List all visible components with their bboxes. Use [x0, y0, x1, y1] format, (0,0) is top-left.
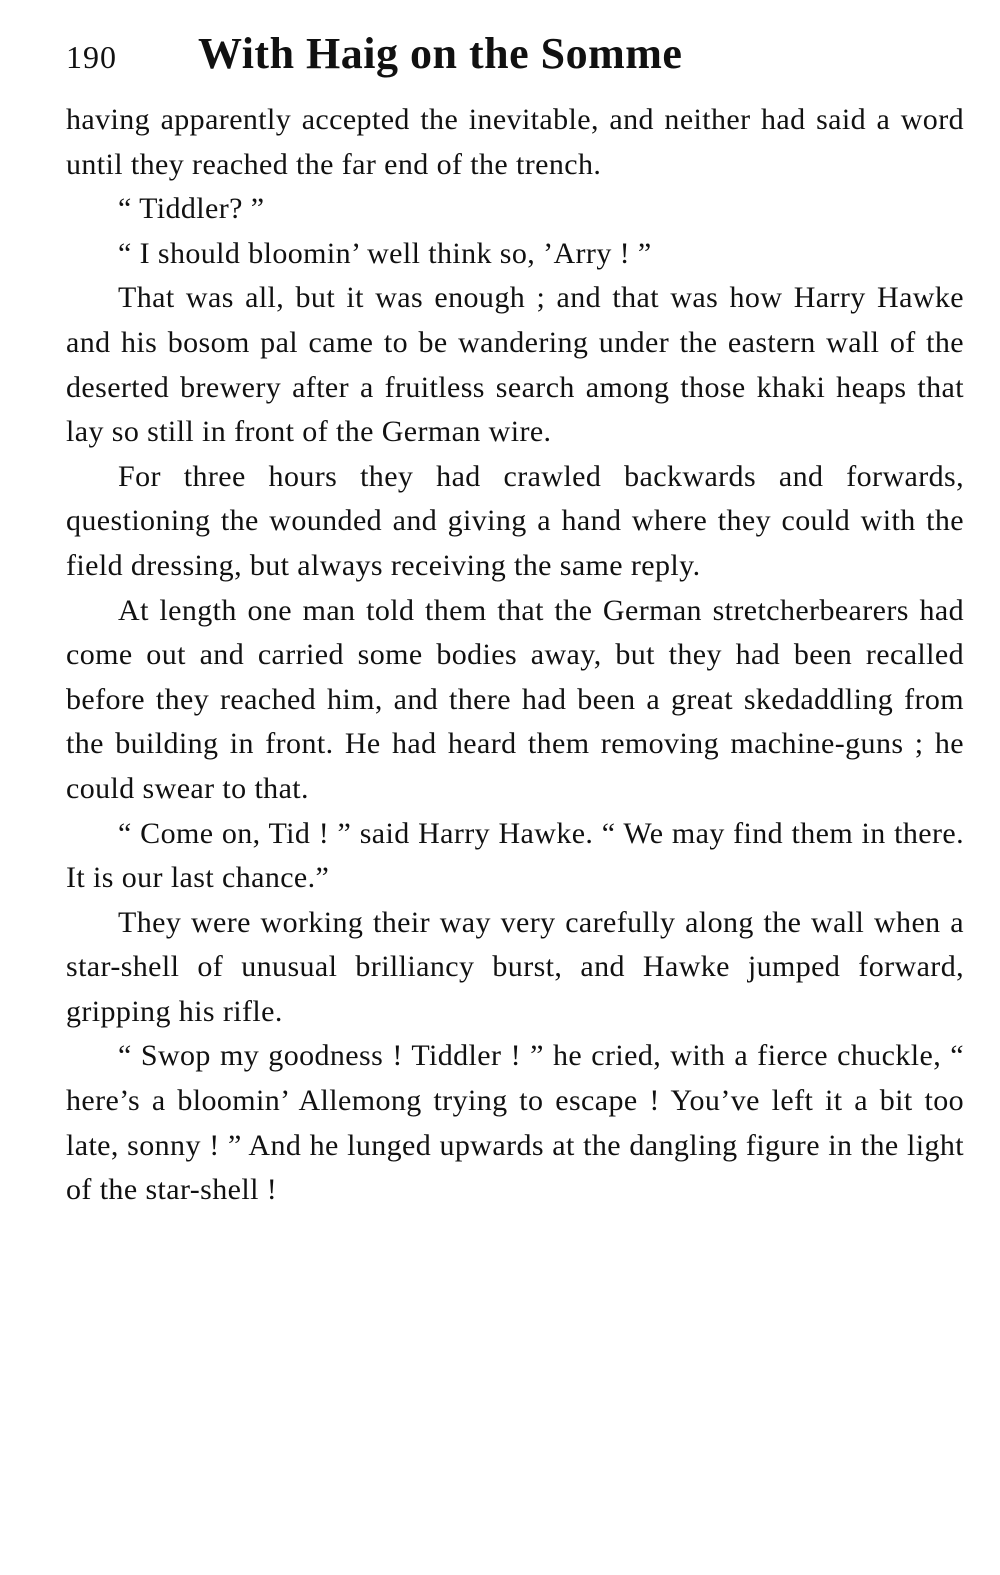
running-title: With Haig on the Somme [198, 29, 683, 78]
page-header [66, 28, 964, 98]
book-page [66, 28, 964, 1213]
paragraph: “ I should bloomin’ well think so, ’Arry ! ” [118, 236, 652, 270]
paragraph: “ Tiddler? ” [118, 192, 265, 226]
paragraph: having apparently accepted the inevitable, and neither had said a word until they reached the far end of the trench. [66, 103, 964, 181]
paragraph: That was all, but it was enough ; and that was how Harry Hawke and his bosom pal came to be wandering under the eastern wall of the deserted brewery after a fruitless search among those khaki heaps that lay so still in front of the German wire. [66, 281, 964, 449]
body-text [66, 98, 964, 1213]
paragraph: At length one man told them that the German stretcherbearers had come out and carried some bodies away, but they had been recalled before they reached him, and there had been a great skedaddling from the building in front. He had heard them removing machine-guns ; he could swear to that. [66, 593, 964, 805]
paragraph: For three hours they had crawled backwards and forwards, questioning the wounded and giving a hand where they could with the field dressing, but always receiving the same reply. [66, 459, 964, 582]
paragraph: They were working their way very carefully along the wall when a star-shell of unusual brilliancy burst, and Hawke jumped forward, gripping his rifle. [66, 905, 964, 1028]
paragraph: “ Swop my goodness ! Tiddler ! ” he cried, with a fierce chuckle, “ here’s a bloomin’ Allemong trying to escape ! You’ve left it a bit too late, sonny ! ” And he lunged upwards at the dangling figure in the light of the star-shell ! [66, 1039, 964, 1207]
page-number: 190 [66, 39, 117, 75]
paragraph: “ Come on, Tid ! ” said Harry Hawke. “ We may find them in there. It is our last chance.” [66, 816, 964, 895]
